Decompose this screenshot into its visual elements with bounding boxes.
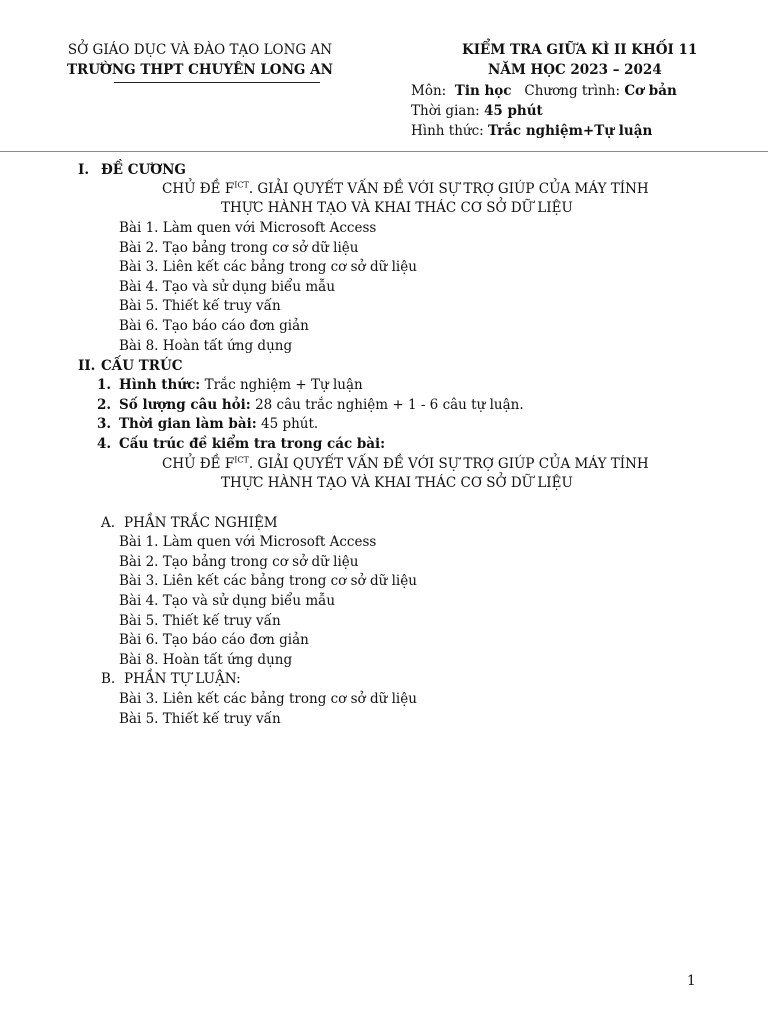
list-item: Bài 3. Liên kết các bảng trong cơ sở dữ liệu <box>119 691 417 707</box>
topic-suffix: . GIẢI QUYẾT VẤN ĐỀ VỚI SỰ TRỢ GIÚP CỦA MÁY TÍNH <box>248 456 649 472</box>
department-name: SỞ GIÁO DỤC VÀ ĐÀO TẠO LONG AN <box>67 42 333 58</box>
list-item: Bài 1. Làm quen với Microsoft Access <box>119 220 377 236</box>
section1-topic <box>162 181 649 197</box>
subject-value: Tin học <box>454 83 512 99</box>
structure-item-label: Thời gian làm bài: <box>119 416 257 432</box>
section2-topic-sub: THỰC HÀNH TẠO VÀ KHAI THÁC CƠ SỞ DỮ LIỆU <box>221 475 573 491</box>
subject-line <box>411 83 677 99</box>
list-item: Bài 5. Thiết kế truy vấn <box>119 711 281 727</box>
structure-item-label: Cấu trúc đề kiểm tra trong các bài: <box>119 436 386 452</box>
subject-label: Môn: <box>411 83 447 99</box>
header-divider <box>0 151 768 152</box>
format-value: Trắc nghiệm+Tự luận <box>488 123 653 139</box>
list-item: Bài 2. Tạo bảng trong cơ sở dữ liệu <box>119 554 359 570</box>
structure-item-value: Trắc nghiệm + Tự luận <box>200 377 363 393</box>
school-year: NĂM HỌC 2023 – 2024 <box>488 62 662 78</box>
school-name: TRƯỜNG THPT CHUYÊN LONG AN <box>67 62 333 78</box>
structure-item-number: 2. <box>97 397 112 413</box>
list-item: Bài 5. Thiết kế truy vấn <box>119 298 281 314</box>
list-item: Bài 3. Liên kết các bảng trong cơ sở dữ liệu <box>119 259 417 275</box>
structure-item-number: 3. <box>97 416 112 432</box>
time-value: 45 phút <box>483 103 543 119</box>
part-b-letter: B. <box>101 671 116 687</box>
section2-title: CẤU TRÚC <box>101 358 183 374</box>
list-item: Bài 5. Thiết kế truy vấn <box>119 613 281 629</box>
list-item: Bài 8. Hoàn tất ứng dụng <box>119 652 293 668</box>
format-line <box>411 123 652 139</box>
school-underline <box>114 82 320 83</box>
program-value: Cơ bản <box>624 83 677 99</box>
list-item: Bài 6. Tạo báo cáo đơn giản <box>119 318 309 334</box>
format-label: Hình thức: <box>411 123 484 139</box>
list-item: Bài 1. Làm quen với Microsoft Access <box>119 534 377 550</box>
section2-topic <box>162 456 649 472</box>
structure-item-number: 1. <box>97 377 112 393</box>
topic-prefix: CHỦ ĐỀ F <box>162 456 235 472</box>
structure-item-value: 45 phút. <box>256 416 319 432</box>
section1-numeral: I. <box>78 162 90 178</box>
section2-numeral: II. <box>78 358 96 374</box>
list-item: Bài 4. Tạo và sử dụng biểu mẫu <box>119 279 336 295</box>
page-number: 1 <box>687 973 696 989</box>
part-b-title: PHẦN TỰ LUẬN: <box>124 671 241 687</box>
topic-superscript: ICT <box>234 455 249 465</box>
section1-title: ĐỀ CƯƠNG <box>101 162 186 178</box>
list-item: Bài 6. Tạo báo cáo đơn giản <box>119 632 309 648</box>
topic-superscript: ICT <box>234 180 249 190</box>
structure-item-label: Số lượng câu hỏi: <box>119 397 251 413</box>
structure-item-value: 28 câu trắc nghiệm + 1 - 6 câu tự luận. <box>250 397 524 413</box>
time-line <box>411 103 543 119</box>
part-a-title: PHẦN TRẮC NGHIỆM <box>124 515 278 531</box>
part-a-letter: A. <box>101 515 116 531</box>
topic-prefix: CHỦ ĐỀ F <box>162 181 235 197</box>
list-item: Bài 8. Hoàn tất ứng dụng <box>119 338 293 354</box>
exam-title: KIỂM TRA GIỮA KÌ II KHỐI 11 <box>462 42 698 58</box>
structure-item <box>119 397 524 413</box>
program-label: Chương trình: <box>524 83 621 99</box>
structure-item-number: 4. <box>97 436 112 452</box>
structure-item-label: Hình thức: <box>119 377 201 393</box>
topic-suffix: . GIẢI QUYẾT VẤN ĐỀ VỚI SỰ TRỢ GIÚP CỦA MÁY TÍNH <box>248 181 649 197</box>
time-label: Thời gian: <box>411 103 480 119</box>
list-item: Bài 4. Tạo và sử dụng biểu mẫu <box>119 593 336 609</box>
structure-item <box>119 377 363 393</box>
section1-topic-sub: THỰC HÀNH TẠO VÀ KHAI THÁC CƠ SỞ DỮ LIỆU <box>221 200 573 216</box>
list-item: Bài 3. Liên kết các bảng trong cơ sở dữ liệu <box>119 573 417 589</box>
list-item: Bài 2. Tạo bảng trong cơ sở dữ liệu <box>119 240 359 256</box>
structure-item <box>119 416 318 432</box>
structure-item <box>119 436 385 452</box>
